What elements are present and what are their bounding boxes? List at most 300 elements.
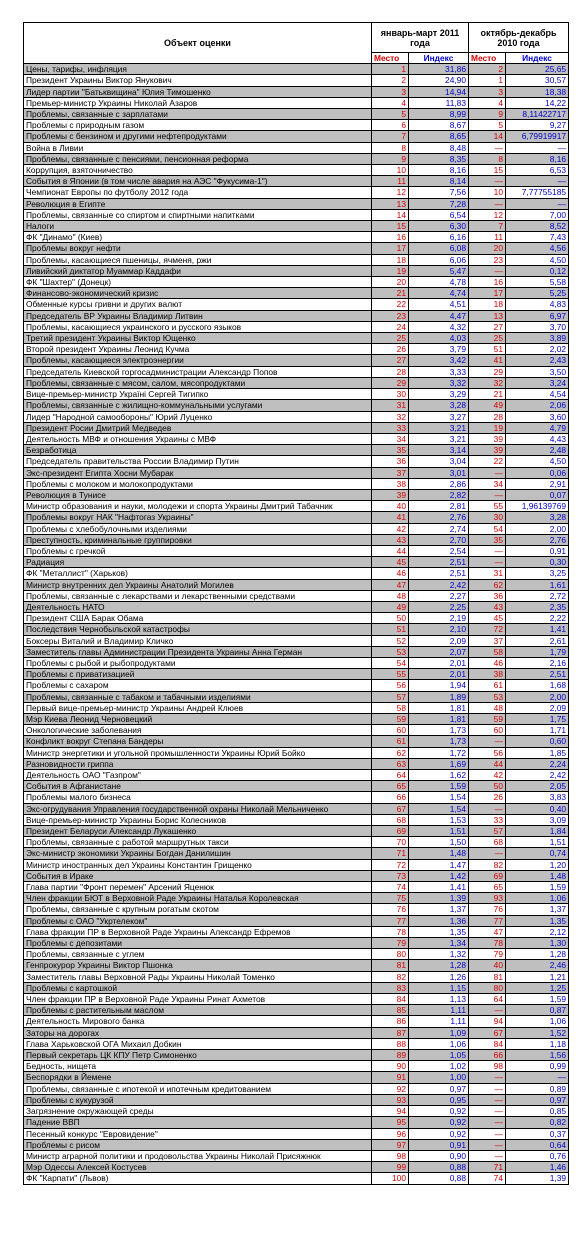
index-q1-2011: 1,69 [409,758,469,769]
period1-index-header: Индекс [409,53,469,64]
place-q1-2011: 74 [372,882,409,893]
table-row [24,982,569,993]
place-q1-2011: 36 [372,456,409,467]
index-q1-2011: 31,86 [409,64,469,75]
place-q1-2011: 100 [372,1173,409,1184]
place-q4-2010: 22 [469,456,506,467]
index-q4-2010: 1,85 [506,747,569,758]
place-q4-2010: 98 [469,1061,506,1072]
table-row [24,1117,569,1128]
index-q1-2011: 1,26 [409,971,469,982]
object-name: Беспорядки в Йемене [24,1072,372,1083]
index-q1-2011: 1,42 [409,870,469,881]
object-name: Мэр Киева Леонид Черновецкий [24,713,372,724]
object-name: Проблемы с рисом [24,1139,372,1150]
place-q1-2011: 72 [372,859,409,870]
index-q4-2010: 0,74 [506,848,569,859]
place-q1-2011: 49 [372,601,409,612]
object-name: Проблемы, связанные со спиртом и спиртными напитками [24,209,372,220]
object-name: Проблемы, связанные с углем [24,949,372,960]
index-q1-2011: 3,04 [409,456,469,467]
object-name: Проблемы с растительным маслом [24,1005,372,1016]
object-name: Президент Беларуси Александр Лукашенко [24,826,372,837]
table-row [24,646,569,657]
index-q1-2011: 8,35 [409,153,469,164]
index-q1-2011: 1,73 [409,725,469,736]
object-name: Проблемы вокруг НАК "Нафтогаз Украины" [24,512,372,523]
place-q4-2010: 76 [469,904,506,915]
index-q1-2011: 2,54 [409,545,469,556]
place-q1-2011: 78 [372,926,409,937]
place-q1-2011: 70 [372,837,409,848]
index-q1-2011: 1,41 [409,882,469,893]
index-q1-2011: 7,28 [409,198,469,209]
table-row [24,277,569,288]
place-q4-2010: 81 [469,971,506,982]
place-q4-2010: — [469,1128,506,1139]
object-name: Вице-премьер-министр Україні Сергей Тигипко [24,389,372,400]
place-q1-2011: 24 [372,321,409,332]
index-q4-2010: 1,79 [506,646,569,657]
index-q1-2011: 3,32 [409,377,469,388]
place-q4-2010: 16 [469,277,506,288]
place-q4-2010: — [469,1083,506,1094]
index-q4-2010: 2,72 [506,590,569,601]
index-q4-2010: 7,77755185 [506,187,569,198]
table-row [24,176,569,187]
object-name: Министр иностранных дел Украины Константин Грищенко [24,859,372,870]
place-q4-2010: 29 [469,366,506,377]
place-q4-2010: 25 [469,333,506,344]
table-row [24,1173,569,1184]
place-q1-2011: 8 [372,142,409,153]
index-q4-2010: 3,28 [506,512,569,523]
place-q1-2011: 47 [372,579,409,590]
object-name: Председатель Киевской горгосадминистрации Александр Попов [24,366,372,377]
object-column-header: Объект оценки [24,23,372,64]
place-q4-2010: 94 [469,1016,506,1027]
place-q4-2010: — [469,176,506,187]
place-q1-2011: 48 [372,590,409,601]
index-q4-2010: 2,02 [506,344,569,355]
table-row [24,333,569,344]
index-q4-2010: 2,24 [506,758,569,769]
place-q1-2011: 11 [372,176,409,187]
table-row [24,288,569,299]
index-q1-2011: 2,76 [409,512,469,523]
table-row [24,601,569,612]
place-q4-2010: 43 [469,601,506,612]
table-row [24,669,569,680]
object-name: Деятельность ОАО "Газпром" [24,770,372,781]
index-q4-2010: 0,37 [506,1128,569,1139]
place-q4-2010: 28 [469,411,506,422]
index-q4-2010: 2,09 [506,702,569,713]
object-name: Проблемы, связанные с ипотекой и ипотечным кредитованием [24,1083,372,1094]
index-q1-2011: 3,21 [409,422,469,433]
index-q4-2010: 1,56 [506,1050,569,1061]
table-row [24,557,569,568]
index-q1-2011: 2,82 [409,489,469,500]
index-q1-2011: 1,72 [409,747,469,758]
object-name: ФК "Динамо" (Киев) [24,232,372,243]
object-name: Проблемы, касающиеся украинского и русского языков [24,321,372,332]
index-q4-2010: 1,35 [506,915,569,926]
index-q1-2011: 1,02 [409,1061,469,1072]
object-name: Премьер-министр Украины Николай Азаров [24,97,372,108]
period2-index-header: Индекс [506,53,569,64]
object-name: Глава партии "Фронт перемен" Арсений Яценюк [24,882,372,893]
index-q4-2010: 2,46 [506,960,569,971]
table-row [24,713,569,724]
place-q1-2011: 75 [372,893,409,904]
place-q1-2011: 53 [372,646,409,657]
place-q1-2011: 7 [372,131,409,142]
place-q1-2011: 15 [372,221,409,232]
index-q4-2010: 0,30 [506,557,569,568]
index-q4-2010: 25,65 [506,64,569,75]
index-q4-2010: 1,25 [506,982,569,993]
place-q1-2011: 41 [372,512,409,523]
place-q4-2010: 3 [469,86,506,97]
index-q4-2010: 1,06 [506,893,569,904]
place-q4-2010: 84 [469,1038,506,1049]
place-q1-2011: 80 [372,949,409,960]
object-name: Деятельность МВФ и отношения Украины с МВФ [24,433,372,444]
place-q4-2010: 26 [469,792,506,803]
table-row [24,254,569,265]
table-row [24,456,569,467]
place-q1-2011: 5 [372,109,409,120]
index-q1-2011: 4,51 [409,299,469,310]
index-q1-2011: 1,73 [409,736,469,747]
place-q1-2011: 18 [372,254,409,265]
index-q4-2010: 4,50 [506,254,569,265]
index-q4-2010: 3,60 [506,411,569,422]
index-q1-2011: 8,16 [409,165,469,176]
table-row [24,747,569,758]
table-row [24,736,569,747]
table-row [24,781,569,792]
place-q4-2010: 23 [469,254,506,265]
table-row [24,826,569,837]
index-q4-2010: 0,97 [506,1094,569,1105]
index-q1-2011: 1,47 [409,859,469,870]
place-q1-2011: 2 [372,75,409,86]
place-q4-2010: — [469,1117,506,1128]
place-q1-2011: 43 [372,534,409,545]
index-q1-2011: 2,27 [409,590,469,601]
place-q4-2010: 79 [469,949,506,960]
object-name: ФК "Металлист" (Харьков) [24,568,372,579]
place-q4-2010: 9 [469,109,506,120]
place-q4-2010: 11 [469,232,506,243]
object-name: Член фракции ПР в Верховной Раде Украины Ринат Ахметов [24,994,372,1005]
place-q1-2011: 85 [372,1005,409,1016]
place-q1-2011: 66 [372,792,409,803]
place-q1-2011: 14 [372,209,409,220]
table-row [24,377,569,388]
place-q4-2010: 77 [469,915,506,926]
place-q4-2010: 55 [469,501,506,512]
table-row [24,758,569,769]
index-q4-2010: 2,51 [506,669,569,680]
place-q1-2011: 83 [372,982,409,993]
index-q1-2011: 3,28 [409,400,469,411]
place-q4-2010: 2 [469,64,506,75]
period1-place-header: Место [372,53,409,64]
index-q1-2011: 2,74 [409,523,469,534]
place-q1-2011: 81 [372,960,409,971]
place-q1-2011: 63 [372,758,409,769]
place-q1-2011: 25 [372,333,409,344]
place-q1-2011: 54 [372,657,409,668]
index-q1-2011: 1,50 [409,837,469,848]
place-q4-2010: 72 [469,624,506,635]
index-q4-2010: 2,48 [506,445,569,456]
index-q1-2011: 1,62 [409,770,469,781]
object-name: Проблемы, связанные с жилищно-коммунальными услугами [24,400,372,411]
table-row [24,433,569,444]
place-q1-2011: 90 [372,1061,409,1072]
index-q1-2011: 2,10 [409,624,469,635]
index-q1-2011: 4,03 [409,333,469,344]
object-name: Чемпионат Европы по футболу 2012 года [24,187,372,198]
table-row [24,389,569,400]
index-q1-2011: 1,81 [409,702,469,713]
object-name: Первый секретарь ЦК КПУ Петр Симоненко [24,1050,372,1061]
index-q1-2011: 2,01 [409,669,469,680]
place-q4-2010: 69 [469,870,506,881]
place-q4-2010: 44 [469,758,506,769]
object-name: Проблемы с природным газом [24,120,372,131]
place-q4-2010: 60 [469,725,506,736]
index-q1-2011: 6,54 [409,209,469,220]
table-row [24,657,569,668]
index-q1-2011: 1,54 [409,803,469,814]
place-q1-2011: 86 [372,1016,409,1027]
place-q1-2011: 26 [372,344,409,355]
index-q4-2010: 0,82 [506,1117,569,1128]
place-q4-2010: 54 [469,523,506,534]
place-q4-2010: — [469,803,506,814]
table-row [24,814,569,825]
object-name: Третий президент Украины Виктор Ющенко [24,333,372,344]
object-name: Проблемы, касающиеся электроэнергии [24,355,372,366]
index-q4-2010: 2,22 [506,613,569,624]
table-row [24,501,569,512]
index-q4-2010: 2,06 [506,400,569,411]
index-q4-2010: 1,61 [506,579,569,590]
place-q1-2011: 30 [372,389,409,400]
table-row [24,1162,569,1173]
object-name: Глава фракции ПР в Верховной Раде Украины Александр Ефремов [24,926,372,937]
index-q1-2011: 1,59 [409,781,469,792]
place-q4-2010: — [469,198,506,209]
index-q1-2011: 1,36 [409,915,469,926]
object-name: Экс-министр экономики Украины Богдан Данилишин [24,848,372,859]
object-name: События в Японии (в том числе авария на АЭС "Фукусима-1") [24,176,372,187]
index-q4-2010: 0,12 [506,265,569,276]
place-q1-2011: 76 [372,904,409,915]
place-q1-2011: 20 [372,277,409,288]
table-row [24,221,569,232]
place-q1-2011: 29 [372,377,409,388]
index-q4-2010: 5,58 [506,277,569,288]
object-name: Министр аграрной политики и продовольства Украины Николай Присяжнюк [24,1150,372,1161]
place-q1-2011: 16 [372,232,409,243]
table-row [24,512,569,523]
place-q4-2010: 1 [469,75,506,86]
table-row [24,635,569,646]
place-q1-2011: 6 [372,120,409,131]
object-name: Проблемы с сахаром [24,680,372,691]
place-q4-2010: 82 [469,859,506,870]
index-q4-2010: 8,16 [506,153,569,164]
table-row [24,837,569,848]
index-q4-2010: 4,56 [506,243,569,254]
index-q4-2010: 1,18 [506,1038,569,1049]
table-row [24,568,569,579]
index-q1-2011: 2,07 [409,646,469,657]
index-q1-2011: 8,65 [409,131,469,142]
index-q4-2010: — [506,198,569,209]
place-q4-2010: 61 [469,680,506,691]
place-q1-2011: 97 [372,1139,409,1150]
table-row [24,411,569,422]
index-q1-2011: 1,28 [409,960,469,971]
place-q1-2011: 68 [372,814,409,825]
place-q1-2011: 96 [372,1128,409,1139]
index-q4-2010: 2,05 [506,781,569,792]
place-q4-2010: 42 [469,770,506,781]
index-q1-2011: 4,47 [409,310,469,321]
object-name: Лидер партии "Батьквищина" Юлия Тимошенко [24,86,372,97]
place-q1-2011: 65 [372,781,409,792]
index-q1-2011: 8,14 [409,176,469,187]
index-q4-2010: 1,06 [506,1016,569,1027]
place-q4-2010: 5 [469,120,506,131]
index-q4-2010: 4,83 [506,299,569,310]
object-name: Радиация [24,557,372,568]
object-name: Председатель ВР Украины Владимир Литвин [24,310,372,321]
object-name: Революция в Египте [24,198,372,209]
table-row [24,75,569,86]
index-q4-2010: 1,28 [506,949,569,960]
index-q1-2011: 1,39 [409,893,469,904]
place-q1-2011: 40 [372,501,409,512]
index-q4-2010: 5,25 [506,288,569,299]
place-q1-2011: 35 [372,445,409,456]
table-row [24,1150,569,1161]
table-row [24,926,569,937]
index-q1-2011: 3,14 [409,445,469,456]
index-q4-2010: 1,59 [506,994,569,1005]
index-q1-2011: 6,06 [409,254,469,265]
table-row [24,691,569,702]
index-q4-2010: 1,41 [506,624,569,635]
place-q4-2010: 62 [469,579,506,590]
object-name: Проблемы, связанные с крупным рогатым скотом [24,904,372,915]
index-q1-2011: 3,21 [409,433,469,444]
place-q1-2011: 77 [372,915,409,926]
index-q4-2010: 1,21 [506,971,569,982]
table-row [24,1016,569,1027]
index-q4-2010: 2,91 [506,478,569,489]
place-q1-2011: 33 [372,422,409,433]
object-name: Экс-президент Египта Хосни Мубарак [24,467,372,478]
ratings-table [23,22,569,1185]
table-row [24,680,569,691]
place-q1-2011: 1 [372,64,409,75]
index-q1-2011: 1,06 [409,1038,469,1049]
object-name: Революция в Тунисе [24,489,372,500]
index-q4-2010: 4,43 [506,433,569,444]
object-name: Проблемы, касающиеся пшеницы, ячменя, ржи [24,254,372,265]
place-q1-2011: 34 [372,433,409,444]
place-q1-2011: 3 [372,86,409,97]
index-q1-2011: 3,42 [409,355,469,366]
index-q4-2010: 30,57 [506,75,569,86]
place-q4-2010: 15 [469,165,506,176]
table-row [24,310,569,321]
index-q4-2010: 4,79 [506,422,569,433]
table-row [24,467,569,478]
place-q4-2010: 67 [469,1027,506,1038]
table-row [24,299,569,310]
place-q1-2011: 89 [372,1050,409,1061]
index-q4-2010: 6,97 [506,310,569,321]
place-q1-2011: 39 [372,489,409,500]
index-q4-2010: 1,96139769 [506,501,569,512]
object-name: Проблемы с приватизацией [24,669,372,680]
place-q4-2010: 14 [469,131,506,142]
index-q4-2010: 1,71 [506,725,569,736]
object-name: Заторы на дорогах [24,1027,372,1038]
table-row [24,109,569,120]
place-q4-2010: 65 [469,882,506,893]
place-q4-2010: — [469,1106,506,1117]
index-q1-2011: 1,51 [409,826,469,837]
place-q4-2010: 59 [469,713,506,724]
index-q1-2011: 0,88 [409,1173,469,1184]
object-name: Проблемы с картошкой [24,982,372,993]
index-q1-2011: 11,83 [409,97,469,108]
table-row [24,1094,569,1105]
object-name: Последствия Чернобыльской катастрофы [24,624,372,635]
object-name: Деятельность НАТО [24,601,372,612]
index-q1-2011: 1,54 [409,792,469,803]
index-q1-2011: 1,94 [409,680,469,691]
place-q1-2011: 21 [372,288,409,299]
table-row [24,86,569,97]
table-row [24,232,569,243]
index-q4-2010: 3,25 [506,568,569,579]
object-name: Президент США Барак Обама [24,613,372,624]
table-row [24,366,569,377]
index-q1-2011: 1,15 [409,982,469,993]
place-q1-2011: 56 [372,680,409,691]
place-q4-2010: 53 [469,691,506,702]
index-q4-2010: 0,91 [506,545,569,556]
place-q1-2011: 46 [372,568,409,579]
table-row [24,265,569,276]
place-q1-2011: 38 [372,478,409,489]
index-q1-2011: 24,90 [409,75,469,86]
place-q4-2010: — [469,545,506,556]
table-row [24,960,569,971]
object-name: Проблемы, связанные с мясом, салом, мясопродуктами [24,377,372,388]
